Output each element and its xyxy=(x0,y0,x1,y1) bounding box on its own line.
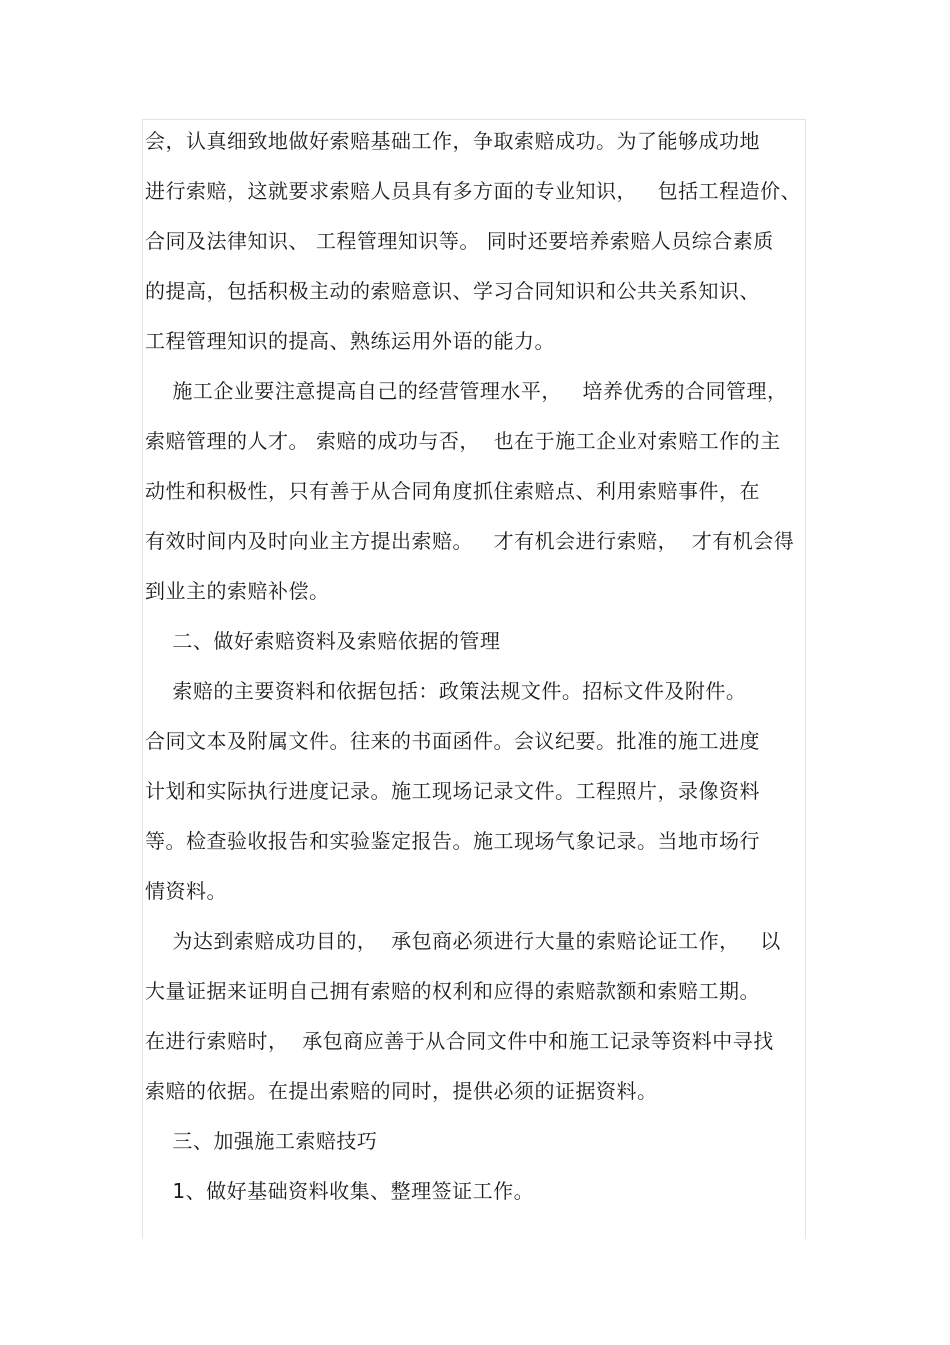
text-line: 等。检查验收报告和实验鉴定报告。施工现场气象记录。当地市场行 xyxy=(145,829,760,853)
text-line: 索赔的依据。在提出索赔的同时，提供必须的证据资料。 xyxy=(145,1079,658,1103)
text-line: 有效时间内及时向业主方提出索赔。 才有机会进行索赔， 才有机会得 xyxy=(145,529,795,553)
document-body xyxy=(145,121,809,1221)
text-line: 情资料。 xyxy=(145,879,227,903)
text-line: 进行索赔，这就要求索赔人员具有多方面的专业知识， 包括工程造价、 xyxy=(145,179,802,203)
section-heading: 三、加强施工索赔技巧 xyxy=(145,1129,378,1153)
text-line: 到业主的索赔补偿。 xyxy=(145,579,330,603)
text-line: 会，认真细致地做好索赔基础工作，争取索赔成功。为了能够成功地 xyxy=(145,129,760,153)
text-line: 施工企业要注意提高自己的经营管理水平， 培养优秀的合同管理， xyxy=(145,379,788,403)
section-heading: 二、做好索赔资料及索赔依据的管理 xyxy=(145,629,501,653)
text-line: 合同及法律知识、 工程管理知识等。 同时还要培养索赔人员综合素质 xyxy=(145,229,774,253)
text-line: 动性和积极性，只有善于从合同角度抓住索赔点、利用索赔事件，在 xyxy=(145,479,760,503)
text-line: 索赔管理的人才。 索赔的成功与否， 也在于施工企业对索赔工作的主 xyxy=(145,429,781,453)
text-line: 索赔的主要资料和依据包括：政策法规文件。招标文件及附件。 xyxy=(145,679,747,703)
text-line: 工程管理知识的提高、熟练运用外语的能力。 xyxy=(145,329,555,353)
text-line: 的提高，包括积极主动的索赔意识、学习合同知识和公共关系知识、 xyxy=(145,279,760,303)
subsection-heading: 1、做好基础资料收集、整理签证工作。 xyxy=(145,1179,535,1203)
text-line: 为达到索赔成功目的， 承包商必须进行大量的索赔论证工作， 以 xyxy=(145,929,781,953)
text-line: 大量证据来证明自己拥有索赔的权利和应得的索赔款额和索赔工期。 xyxy=(145,979,760,1003)
text-line: 合同文本及附属文件。往来的书面函件。会议纪要。批准的施工进度 xyxy=(145,729,760,753)
text-line: 在进行索赔时， 承包商应善于从合同文件中和施工记录等资料中寻找 xyxy=(145,1029,774,1053)
text-line: 计划和实际执行进度记录。施工现场记录文件。工程照片，录像资料 xyxy=(145,779,760,803)
